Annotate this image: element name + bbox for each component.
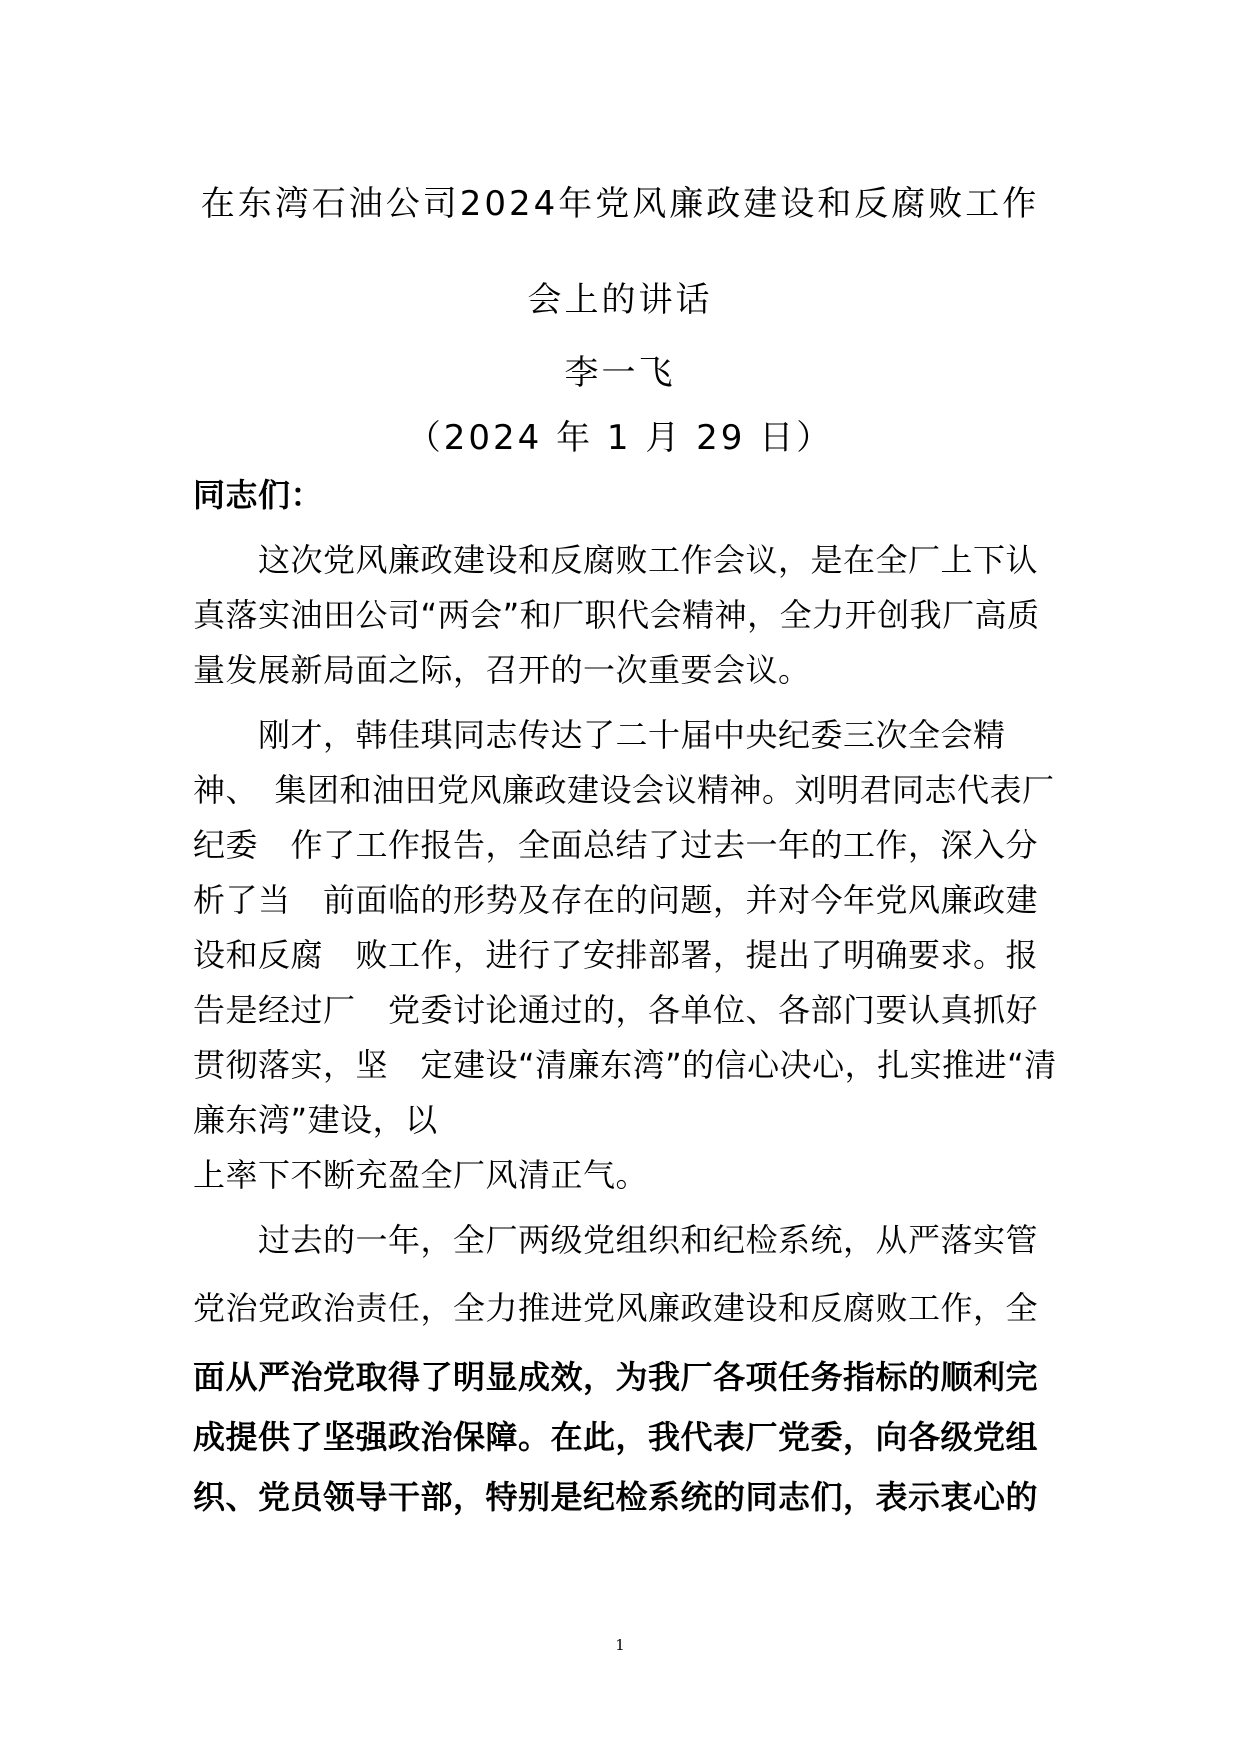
paragraph-2-line: 析了当 前面临的形势及存在的问题，并对今年党风廉政建: [193, 881, 1039, 919]
paragraph-2-line: 告是经过厂 党委讨论通过的，各单位、各部门要认真抓好: [193, 991, 1039, 1029]
paragraph-3-line: 过去的一年，全厂两级党组织和纪检系统，从严落实管: [193, 1221, 1039, 1259]
document-title-line-1: 在东湾石油公司2024年党风廉政建设和反腐败工作: [200, 184, 1040, 224]
speech-date: （2024 年 1 月 29 日）: [406, 418, 834, 458]
paragraph-2-line: 刚才，韩佳琪同志传达了二十届中央纪委三次全会精: [193, 716, 1006, 754]
author-name: 李一飞: [564, 353, 676, 393]
paragraph-2-line: 贯彻落实，坚 定建设“清廉东湾”的信心决心，扎实推进“清: [193, 1046, 1057, 1084]
paragraph-2-line: 神、 集团和油田党风廉政建设会议精神。刘明君同志代表厂: [193, 771, 1055, 809]
paragraph-2-line: 上率下不断充盈全厂风清正气。: [193, 1156, 649, 1194]
paragraph-3-bold-line: 面从严治党取得了明显成效，为我厂各项任务指标的顺利完: [193, 1358, 1039, 1396]
paragraph-1-line: 这次党风廉政建设和反腐败工作会议，是在全厂上下认: [193, 541, 1039, 579]
paragraph-3-bold-line: 成提供了坚强政治保障。在此，我代表厂党委，向各级党组: [193, 1418, 1039, 1456]
page-number: 1: [615, 1636, 625, 1654]
paragraph-1-line: 量发展新局面之际，召开的一次重要会议。: [193, 651, 811, 689]
paragraph-2-line: 设和反腐 败工作，进行了安排部署，提出了明确要求。报: [193, 936, 1039, 974]
paragraph-2-line: 廉东湾”建设，以: [193, 1101, 438, 1139]
paragraph-3-bold-line: 织、党员领导干部，特别是纪检系统的同志们，表示衷心的: [193, 1478, 1039, 1516]
document-title-line-2: 会上的讲话: [527, 280, 713, 320]
paragraph-2-line: 纪委 作了工作报告，全面总结了过去一年的工作，深入分: [193, 826, 1039, 864]
salutation: 同志们：: [193, 476, 324, 514]
paragraph-1-line: 真落实油田公司“两会”和厂职代会精神，全力开创我厂高质: [193, 596, 1040, 634]
paragraph-3-line: 党治党政治责任，全力推进党风廉政建设和反腐败工作，全: [193, 1289, 1039, 1327]
